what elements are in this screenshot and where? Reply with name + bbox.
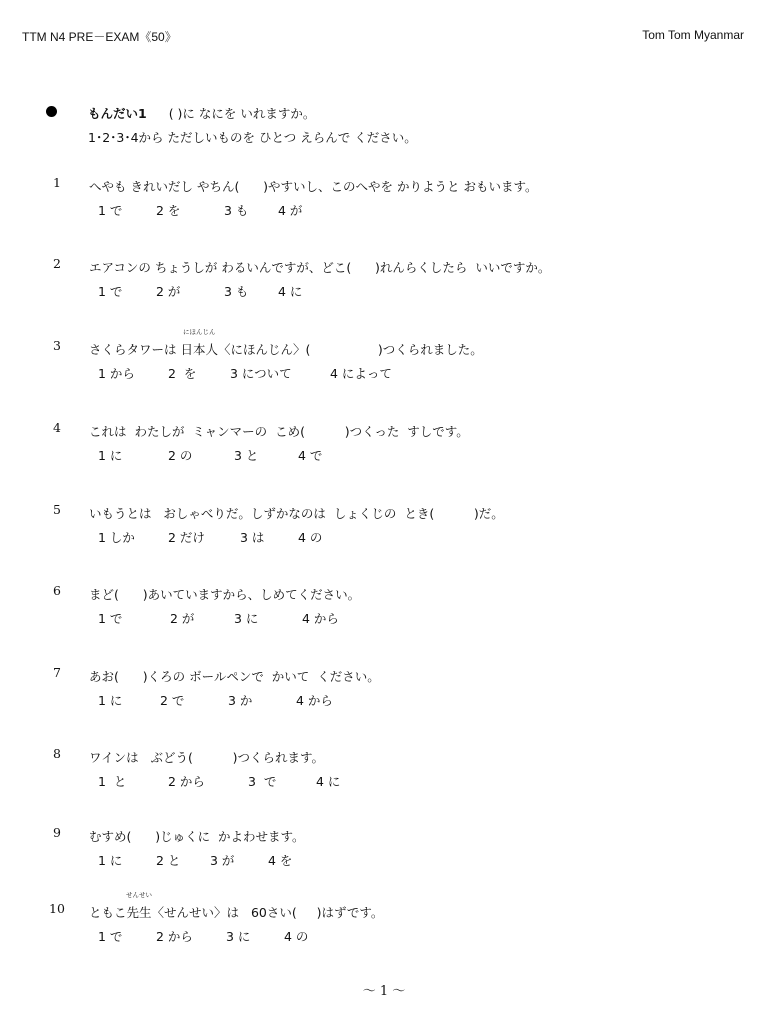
question-number: 3 [53,338,61,353]
question-6 [0,583,768,633]
option-1[interactable]: 1 から [98,366,135,381]
question-number: 2 [53,256,61,271]
bullet-icon [46,106,57,117]
option-3[interactable]: 3 か [228,693,253,708]
question-text: ワインは ぶどう( )つくられます。 [89,750,325,765]
option-3[interactable]: 3 で [248,774,277,789]
option-4[interactable]: 4 から [302,611,339,626]
question-3 [0,328,768,388]
option-4[interactable]: 4 が [278,203,303,218]
instruction-line1: ( )に なにを いれますか。 [168,106,316,121]
option-4[interactable]: 4 の [284,929,309,944]
furigana-word: せんせい 先生 [126,891,153,920]
question-number: 8 [53,746,61,761]
question-7 [0,665,768,715]
option-3[interactable]: 3 は [240,530,265,545]
option-4[interactable]: 4 の [298,530,323,545]
answer-options [98,364,498,382]
option-2[interactable]: 2 だけ [168,530,205,545]
answer-options [98,446,498,464]
page-number: ～ 1 ～ [362,984,406,999]
question-text: あお( )くろの ボールペンで かいて ください。 [89,669,380,684]
question-text: まど( )あいていますから、しめてください。 [89,587,361,602]
option-1[interactable]: 1 で [98,611,123,626]
question-4 [0,420,768,470]
option-4[interactable]: 4 で [298,448,323,463]
option-2[interactable]: 2 が [156,284,181,299]
option-1[interactable]: 1 で [98,929,123,944]
question-10 [0,891,768,951]
option-3[interactable]: 3 に [234,611,259,626]
question-text: さくらタワーは にほんじん 日本人〈にほんじん〉( )つくられました。 [89,328,483,357]
answer-options [98,691,498,709]
answer-options [98,528,498,546]
question-2 [0,256,768,306]
question-number: 1 [53,175,61,190]
option-3[interactable]: 3 について [230,366,292,381]
answer-options [98,772,498,790]
question-text: へやも きれいだし やちん( )やすいし、このへやを かりようと おもいます。 [89,179,538,194]
option-1[interactable]: 1 で [98,203,123,218]
question-text: いもうとは おしゃべりだ。しずかなのは しょくじの とき( )だ。 [89,506,504,521]
answer-options [98,927,498,945]
question-text: エアコンの ちょうしが わるいんですが、どこ( )れんらくしたら いいですか。 [89,260,551,275]
header-publisher: Tom Tom Myanmar [642,28,744,42]
question-number: 7 [53,665,61,680]
option-2[interactable]: 2 から [156,929,193,944]
question-number: 5 [53,502,61,517]
question-number: 10 [49,901,65,916]
option-1[interactable]: 1 に [98,853,123,868]
option-4[interactable]: 4 に [316,774,341,789]
question-1 [0,175,768,225]
answer-options [98,201,498,219]
option-3[interactable]: 3 が [210,853,235,868]
option-2[interactable]: 2 と [156,853,181,868]
question-number: 6 [53,583,61,598]
question-9 [0,825,768,875]
option-1[interactable]: 1 で [98,284,123,299]
answer-options [98,282,498,300]
option-4[interactable]: 4 に [278,284,303,299]
section-title: もんだい1 [88,106,147,121]
option-4[interactable]: 4 から [296,693,333,708]
option-1[interactable]: 1 に [98,693,123,708]
question-8 [0,746,768,796]
option-4[interactable]: 4 によって [330,366,392,381]
option-3[interactable]: 3 も [224,203,249,218]
option-2[interactable]: 2 から [168,774,205,789]
question-text: ともこ せんせい 先生〈せんせい〉は 60さい( )はずです。 [89,891,384,920]
instruction-line2: 1･2･3･4から ただしいものを ひとつ えらんで ください。 [88,130,417,145]
question-text: むすめ( )じゅくに かよわせます。 [89,829,305,844]
question-number: 9 [53,825,61,840]
header-exam-title: TTM N4 PRE－EXAM《50》 [22,30,177,44]
option-4[interactable]: 4 を [268,853,293,868]
option-1[interactable]: 1 しか [98,530,135,545]
option-2[interactable]: 2 を [156,203,181,218]
option-3[interactable]: 3 と [234,448,259,463]
option-1[interactable]: 1 に [98,448,123,463]
furigana-reading: せんせい [126,891,153,899]
furigana-word: にほんじん 日本人 [180,328,218,357]
answer-options [98,609,498,627]
question-number: 4 [53,420,61,435]
question-text: これは わたしが ミャンマーの こめ( )つくった すしです。 [89,424,469,439]
furigana-reading: にほんじん [182,328,216,336]
option-2[interactable]: 2 で [160,693,185,708]
option-1[interactable]: 1 と [98,774,127,789]
option-3[interactable]: 3 も [224,284,249,299]
option-3[interactable]: 3 に [226,929,251,944]
answer-options [98,851,498,869]
option-2[interactable]: 2 の [168,448,193,463]
option-2[interactable]: 2 を [168,366,197,381]
option-2[interactable]: 2 が [170,611,195,626]
question-5 [0,502,768,552]
